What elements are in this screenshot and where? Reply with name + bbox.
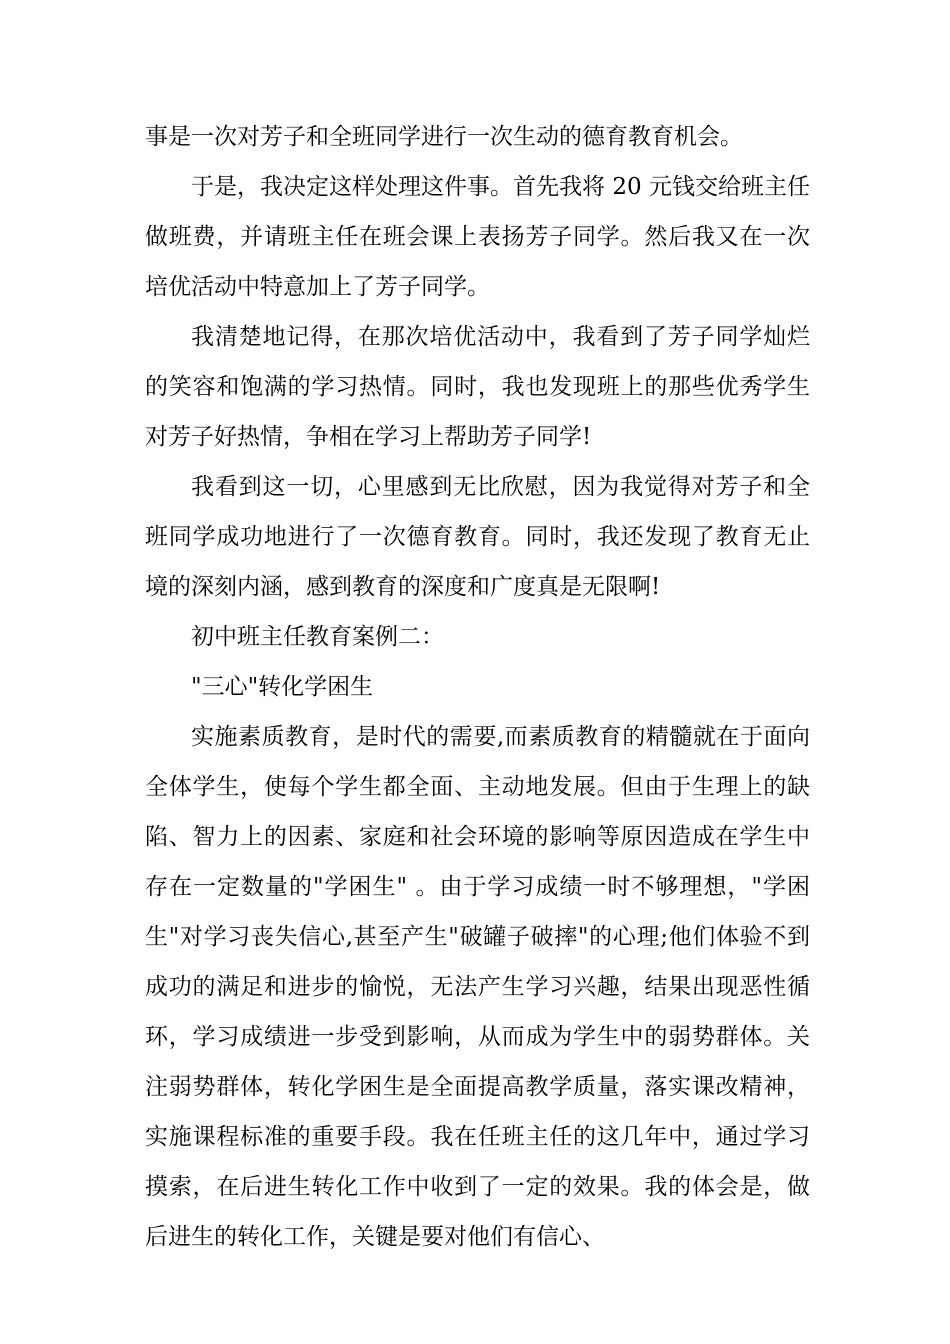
paragraph-memory: 我清楚地记得，在那次培优活动中，我看到了芳子同学灿烂的笑容和饱满的学习热情。同时，我也发现班上的那些优秀学生对芳子好热情，争相在学习上帮助芳子同学! [145,324,810,450]
case-subtitle: "三心"转化学困生 [191,674,374,700]
paragraph-case-two-intro: 实施素质教育，是时代的需要,而素质教育的精髓就在于面向全体学生，使每个学生都全面、主动地发展。但由于生理上的缺陷、智力上的因素、家庭和社会环境的影响等原因造成在学生中存在一定数量的"学困生" 。由于学习成绩一时不够理想，"学困生"对学习丧失信心,甚至产生"破罐子破摔"的心理;他们体验不到成功的满足和进步的愉悦，无法产生学习兴趣，结果出现恶性循环，学习成绩进一步受到影响，从而成为学生中的弱势群体。关注弱势群体，转化学困生是全面提高教学质量，落实课改精神，实施课程标准的重要手段。我在任班主任的这几年中，通过学习摸索，在后进生转化工作中收到了一定的效果。我的体会是，做后进生的转化工作，关键是要对他们有信心、 [145,724,810,1250]
paragraph-reflection: 我看到这一切，心里感到无比欣慰，因为我觉得对芳子和全班同学成功地进行了一次德育教育。同时，我还发现了教育无止境的深刻内涵，感到教育的深度和广度真是无限啊! [145,474,810,600]
paragraph-continuation: 事是一次对芳子和全班同学进行一次生动的德育教育机会。 [145,124,743,150]
paragraph-decision: 于是，我决定这样处理这件事。首先我将 20 元钱交给班主任做班费，并请班主任在班会课上表扬芳子同学。然后我又在一次培优活动中特意加上了芳子同学。 [145,174,810,300]
document-body [145,112,810,1262]
case-title: 初中班主任教育案例二： [191,624,444,650]
